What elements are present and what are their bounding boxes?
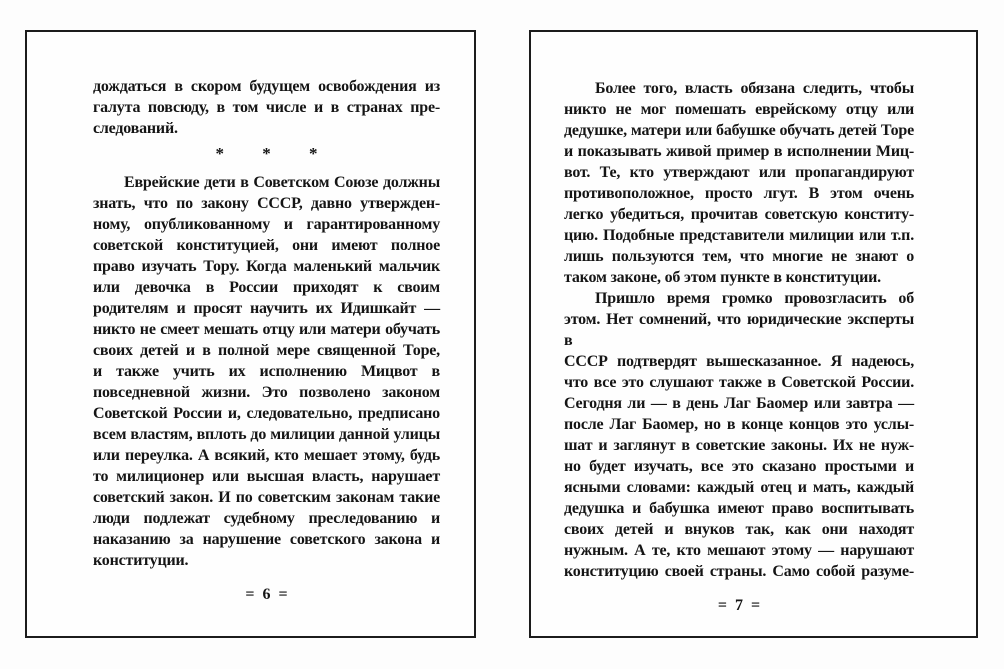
left-page — [25, 30, 476, 638]
text-line: родителям и просят научить их Идишкайт — — [93, 300, 440, 317]
page-number: = 7 = — [717, 597, 761, 614]
text-line: легко убедиться, прочитав советскую конститу- — [564, 206, 914, 223]
text-line: что все это слушают также в Советской России. — [564, 374, 914, 391]
text-line: нужным. А те, кто мешают этому — нарушают — [564, 542, 914, 559]
text-line: Пришло время громко провозгласить об — [595, 290, 914, 307]
text-line: таком законе, об этом пункте в конституции. — [564, 269, 881, 286]
text-line: Более того, власть обязана следить, чтобы — [595, 80, 914, 97]
text-line: повседневной жизни. Это позволено законом — [93, 384, 440, 401]
text-line: конституцию своей страны. Само собой разуме- — [564, 563, 914, 580]
text-line: и также учить их исполнению Мицвот в — [93, 363, 440, 380]
text-line: СССР подтвердят вышесказанное. Я надеюсь, — [564, 353, 914, 370]
text-line: ясными словами: каждый отец и мать, каждый — [564, 479, 914, 496]
text-line: Еврейские дети в Советском Союзе должны — [124, 174, 440, 191]
text-line: своих детей и внуков так, как они находят — [564, 521, 914, 538]
text-line: или девочка в России приходят к своим — [93, 279, 440, 296]
text-line: знать, что по закону СССР, давно утвержден- — [93, 195, 440, 212]
text-line: противоположное, просто лгут. В этом очень — [564, 185, 914, 202]
text-line: или переулка. А всякий, кто мешает этому, будь — [93, 447, 440, 464]
text-line: галута повсюду, в том числе и в странах пре- — [93, 99, 440, 116]
text-line: дедушке, матери или бабушке обучать детей Торе — [564, 122, 914, 139]
text-line: наказанию за нарушение советского закона и — [93, 531, 440, 548]
text-line: советской конституцией, они имеют полное — [93, 237, 440, 254]
text-line: ному, опубликованному и гарантированному — [93, 216, 440, 233]
text-line: никто не мог помешать еврейскому отцу или — [564, 101, 914, 118]
asterisk-separator: * * * — [215, 144, 318, 163]
text-line: всем властям, вплоть до милиции данной улицы — [93, 426, 440, 443]
right-page-text — [564, 78, 914, 582]
text-line: никто не смеет мешать отцу или матери обучать — [93, 321, 440, 338]
text-line: но будет изучать, все это сказано простыми и — [564, 458, 914, 475]
text-line: цию. Подобные представители милиции или т.п. — [564, 227, 914, 244]
text-line: дождаться в скором будущем освобождения из — [93, 78, 440, 95]
text-line: то милиционер или высшая власть, нарушает — [93, 468, 440, 485]
text-line: своих детей и в полной мере священной Торе, — [93, 342, 440, 359]
text-line: конституции. — [93, 552, 189, 569]
text-line: и показывать живой пример в исполнении Миц- — [564, 143, 914, 160]
text-line: после Лаг Баомер, но в конце концов это услы- — [564, 416, 914, 433]
text-line: шат и заглянут в советские законы. Их не нуж- — [564, 437, 914, 454]
text-line: следований. — [93, 120, 178, 137]
text-line: люди подлежат судебному преследованию и — [93, 510, 440, 527]
page-number: = 6 = — [245, 586, 288, 603]
text-line: вот. Те, кто утверждают или пропагандируют — [564, 164, 914, 181]
text-line: Советской России и, следовательно, предписано — [93, 405, 440, 422]
right-page — [529, 30, 978, 638]
text-line: право изучать Тору. Когда маленький мальчик — [93, 258, 440, 275]
text-line: дедушка и бабушка имеют право воспитывать — [564, 500, 914, 517]
text-line: Сегодня ли — в день Лаг Баомер или завтра — — [564, 395, 914, 412]
left-page-text — [93, 76, 440, 571]
text-line: лишь пользуются тем, что многие не знают о — [564, 248, 914, 265]
text-line: советский закон. И по советским законам такие — [93, 489, 440, 506]
text-line: этом. Нет сомнений, что юридические эксперты в — [564, 311, 914, 349]
